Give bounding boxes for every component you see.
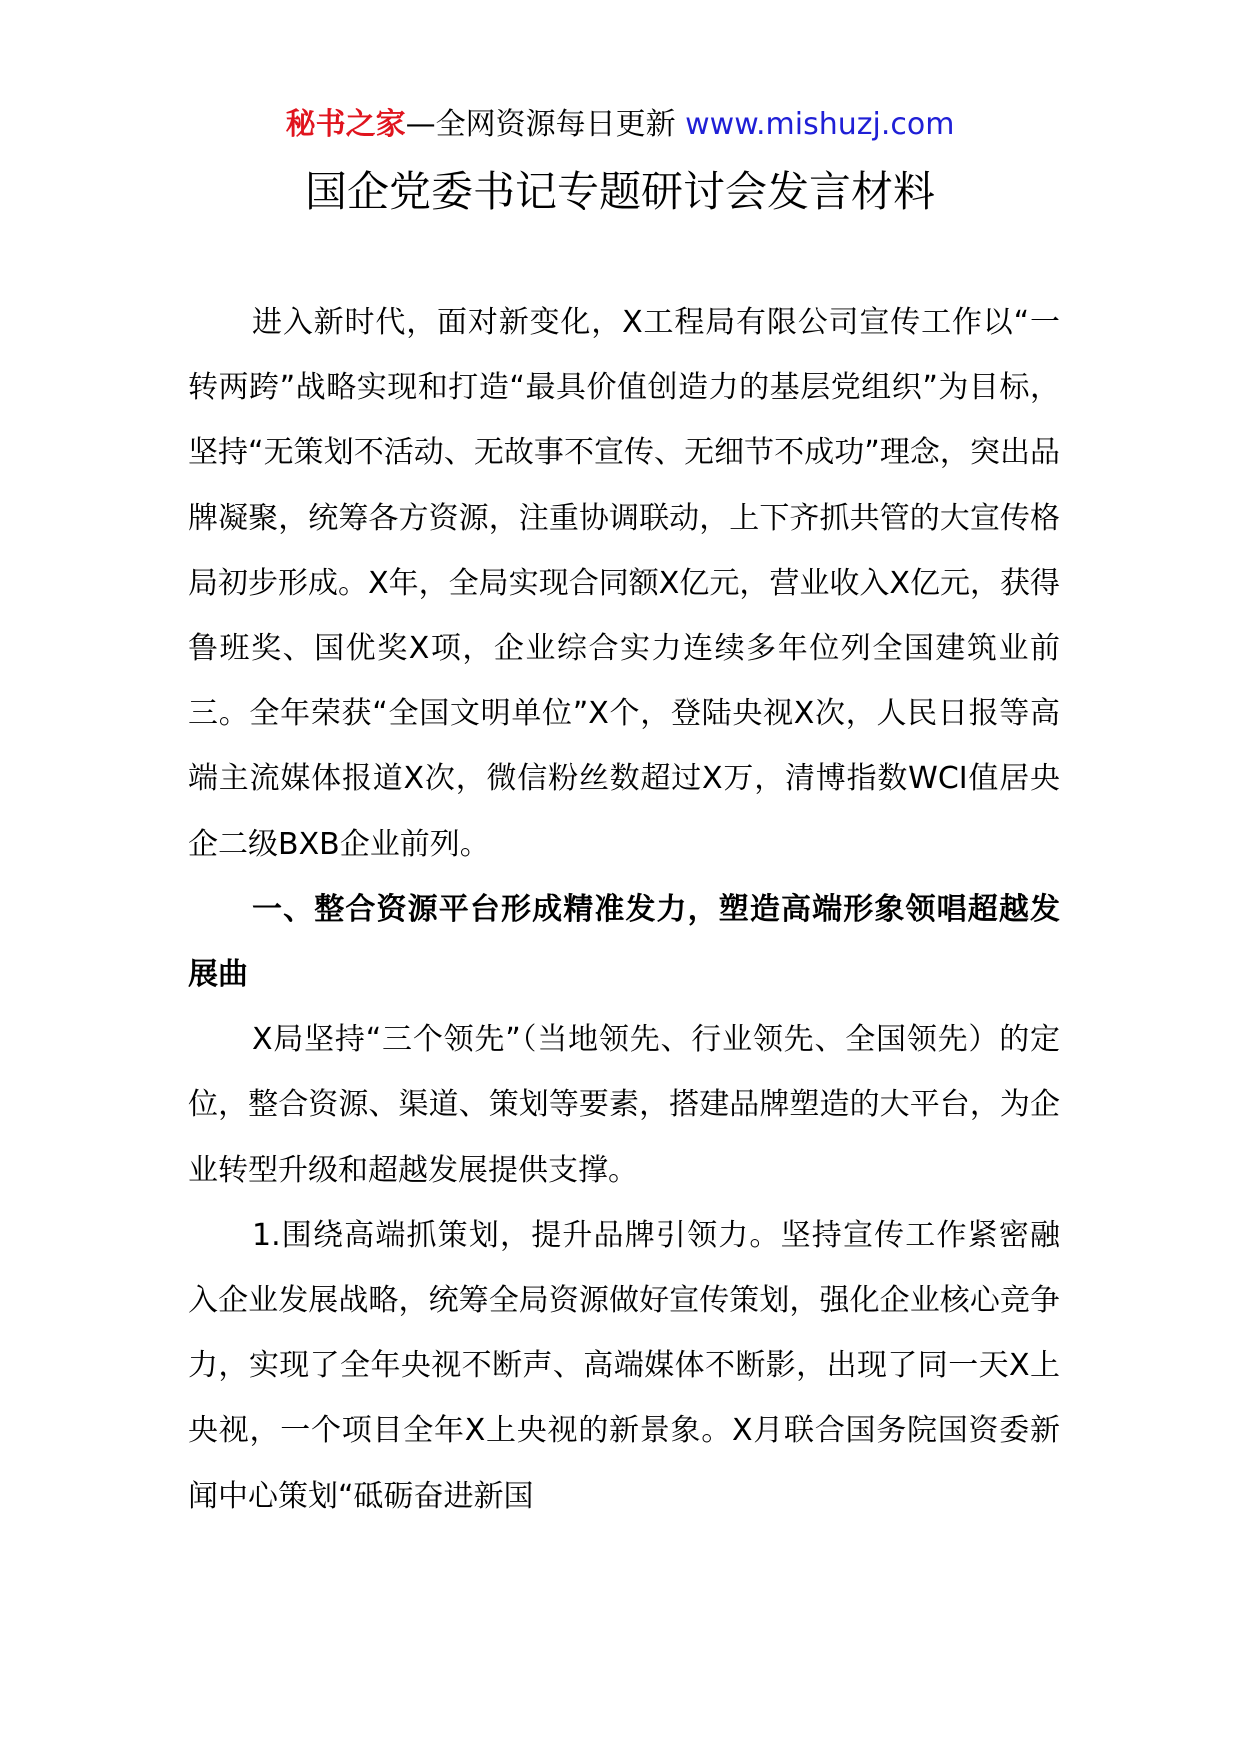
site-url-link[interactable]: www.mishuzj.com — [685, 107, 955, 142]
paragraph-intro: 进入新时代，面对新变化，X工程局有限公司宣传工作以“一转两跨”战略实现和打造“最具价值创造力的基层党组织”为目标，坚持“无策划不活动、无故事不宣传、无细节不成功”理念，突出品牌凝聚，统筹各方资源，注重协调联动，上下齐抓共管的大宣传格局初步形成。X年，全局实现合同额X亿元，营业收入X亿元，获得鲁班奖、国优奖X项，企业综合实力连续多年位列全国建筑业前三。全年荣获“全国文明单位”X个，登陆央视X次，人民日报等高端主流媒体报道X次，微信粉丝数超过X万，清博指数WCI值居央企二级BXB企业前列。 — [188, 305, 1060, 862]
site-header — [0, 103, 1240, 147]
document-title: 国企党委书记专题研讨会发言材料 — [304, 167, 935, 216]
section-heading-1: 一、整合资源平台形成精准发力，塑造高端形象领唱超越发展曲 — [188, 891, 1060, 993]
document-body — [188, 290, 1060, 1529]
paragraph-section-1: X局坚持“三个领先”（当地领先、行业领先、全国领先）的定位，整合资源、渠道、策划等要素，搭建品牌塑造的大平台，为企业转型升级和超越发展提供支撑。 — [188, 1022, 1060, 1188]
site-tagline: —全网资源每日更新 — [405, 107, 676, 142]
site-brand: 秘书之家 — [285, 107, 406, 142]
paragraph-item-1: 1.围绕高端抓策划，提升品牌引领力。坚持宣传工作紧密融入企业发展战略，统筹全局资源做好宣传策划，强化企业核心竞争力，实现了全年央视不断声、高端媒体不断影，出现了同一天X上央视，一个项目全年X上央视的新景象。X月联合国务院国资委新闻中心策划“砥砺奋进新国 — [188, 1217, 1060, 1514]
